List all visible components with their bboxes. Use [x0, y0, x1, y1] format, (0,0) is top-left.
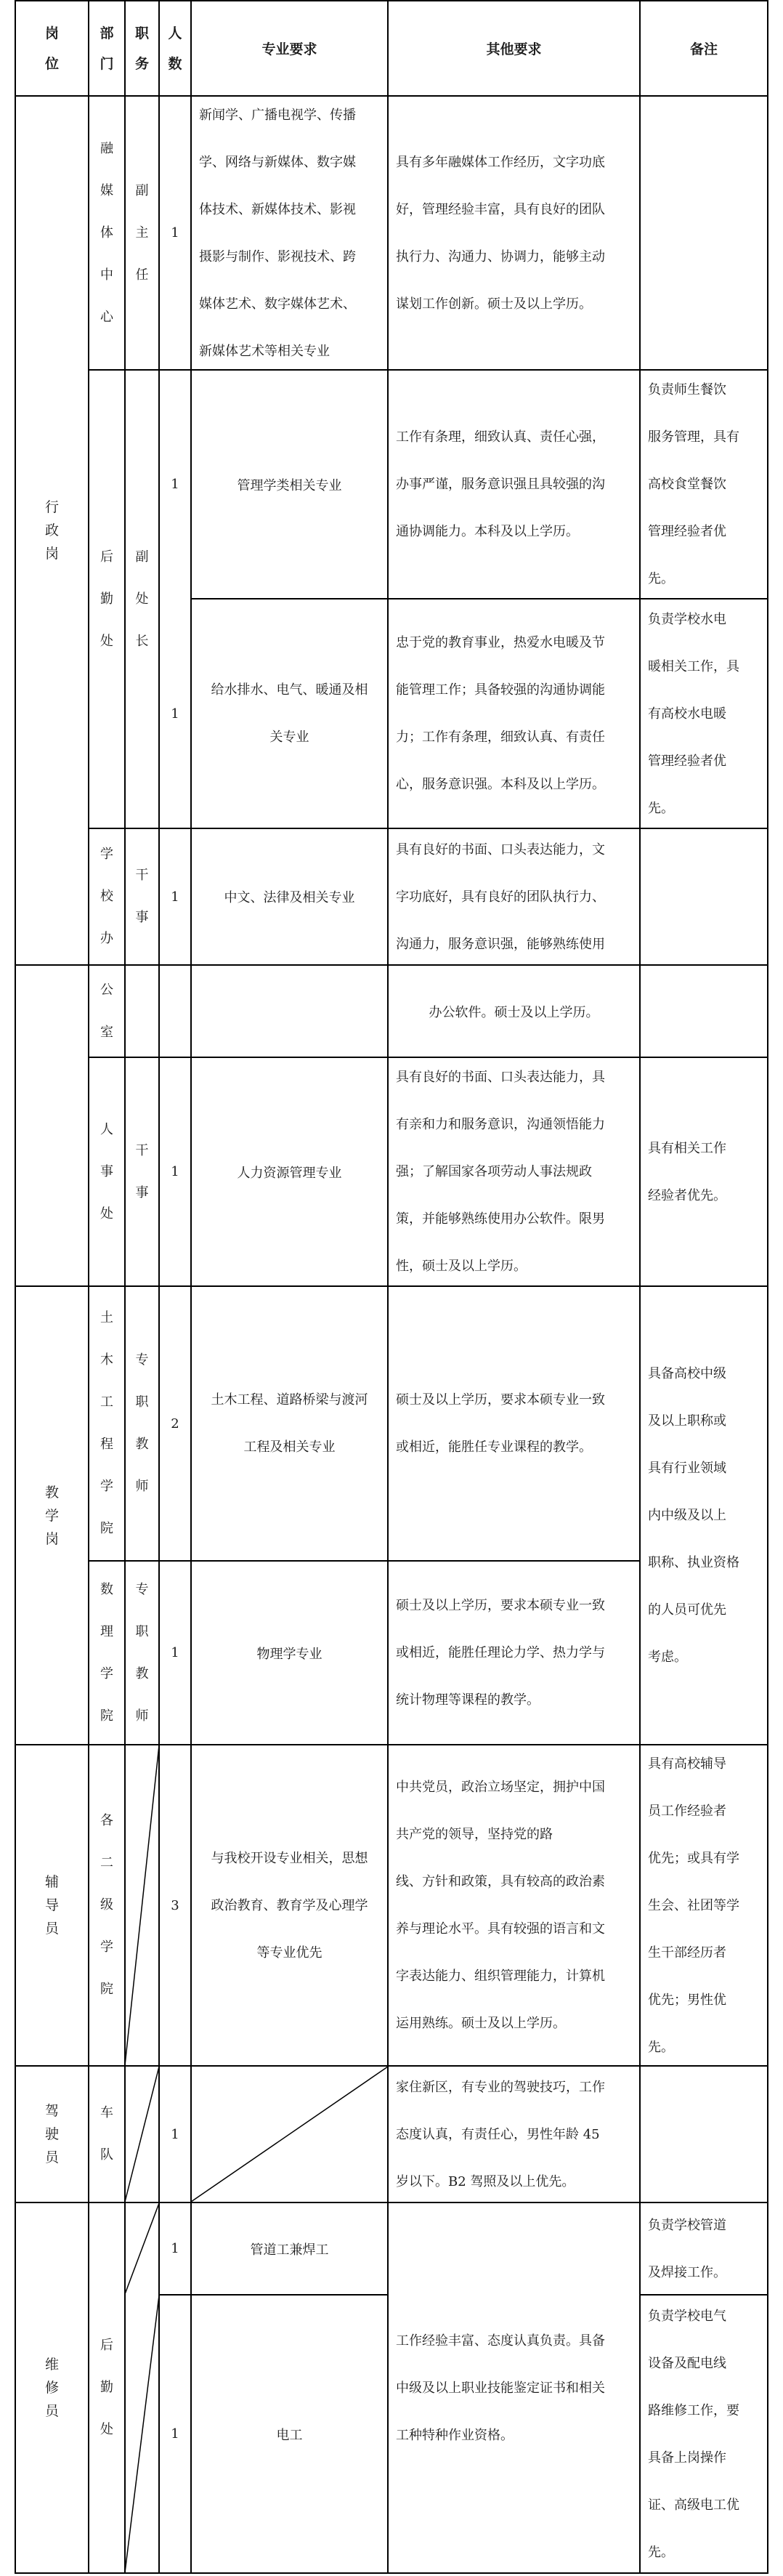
row-other: 办公软件。硕士及以上学历。: [429, 1004, 599, 1020]
header-other: 其他要求: [486, 41, 542, 57]
row-note: 负责学校水电 暖相关工作，具 有高校水电暖 管理经验者优 先。: [648, 611, 739, 816]
header-note: 备注: [689, 41, 718, 57]
header-count: 人 数: [168, 25, 182, 72]
row-count: 3: [171, 1897, 179, 1913]
row-major: 人力资源管理专业: [237, 1165, 342, 1181]
row-other: 硕士及以上学历，要求本硕专业一致 或相近，能胜任专业课程的教学。: [396, 1392, 605, 1455]
category-admin: 行 政 岗: [44, 499, 59, 562]
row-count: 1: [171, 1645, 179, 1660]
row-note: 具有高校辅导 员工作经验者 优先；或具有学 生会、社团等学 生干部经历者 优先；男性优 先。: [648, 1756, 739, 2055]
row-major: 物理学专业: [256, 1646, 322, 1662]
row-other: 具有良好的书面、口头表达能力，具 有亲和力和服务意识，沟通领悟能力 强；了解国家各项劳动人事法规政 策，并能够熟练使用办公软件。限男 性，硕士及以上学历。: [396, 1070, 605, 1274]
row-count: 1: [171, 706, 179, 722]
row-count: 1: [171, 477, 179, 492]
row-position: 副 处 长: [135, 549, 149, 649]
header-position: 职 务: [134, 25, 149, 72]
diag-maint-position: [125, 2296, 159, 2572]
row-dept: 学 校 办: [100, 847, 113, 946]
row-position: 副 主 任: [135, 182, 149, 283]
row-other: 中共党员，政治立场坚定，拥护中国 共产党的领导，坚持党的路 线、方针和政策，具有较高的政治素 养与理论水平。具有较强的语言和文 字表达能力、组织管理能力，计算机 运用熟练。硕士及以上学历。: [396, 1780, 605, 2031]
row-other: 硕士及以上学历，要求本硕专业一致 或相近，能胜任理论力学、热力学与 统计物理等课程的教学。: [396, 1598, 605, 1708]
diag-maint-dept-top: [125, 2203, 159, 2294]
row-note: 负责学校管道 及焊接工作。: [648, 2217, 726, 2280]
row-other: 具有良好的书面、口头表达能力，文 字功底好，具有良好的团队执行力、 沟通力，服务意识强，能够熟练使用: [396, 841, 605, 952]
row-other: 家住新区，有专业的驾驶技巧，工作 态度认真，有责任心，男性年龄 45 岁以下。B2 驾照及以上优先。: [396, 2079, 605, 2189]
row-dept: 公 室: [100, 982, 113, 1040]
category-teaching: 教 学 岗: [44, 1484, 59, 1547]
row-major: 管理学类相关专业: [237, 477, 342, 493]
row-count: 1: [171, 889, 179, 905]
row-note: 具备高校中级 及以上职称或 具有行业领域 内中级及以上 职称、执业资格 的人员可优先 考虑。: [648, 1366, 739, 1665]
category-maintenance: 维 修 员: [44, 2357, 59, 2419]
row-major: 土木工程、道路桥梁与渡河 工程及相关专业: [211, 1392, 368, 1455]
row-position: 专 职 教 师: [135, 1581, 149, 1724]
diag-driver-major: [191, 2067, 388, 2202]
row-count: 1: [171, 2241, 179, 2256]
row-major: 新闻学、广播电视学、传播 学、网络与新媒体、数字媒 体技术、新媒体技术、影视 摄影与制作、影视技术、跨 媒体艺术、数字媒体艺术、 新媒体艺术等相关专业: [199, 107, 356, 359]
header-post: 岗 位: [44, 25, 59, 72]
row-count: 1: [171, 2426, 179, 2442]
header-major: 专业要求: [261, 41, 317, 57]
row-dept: 各 二 级 学 院: [100, 1813, 113, 1997]
row-count: 1: [171, 1164, 179, 1179]
row-dept: 数 理 学 院: [100, 1581, 113, 1724]
row-note: 具有相关工作 经验者优先。: [648, 1140, 726, 1203]
row-other: 工作经验丰富、态度认真负责。具备 中级及以上职业技能鉴定证书和相关 工种特种作业资格。: [396, 2333, 605, 2443]
row-major: 给水排水、电气、暖通及相 关专业: [211, 682, 368, 745]
row-count: 2: [171, 1416, 179, 1432]
header-dept: 部 门: [100, 25, 114, 72]
row-note: 负责师生餐饮 服务管理，具有 高校食堂餐饮 管理经验者优 先。: [648, 382, 739, 586]
diag-counselor-position: [125, 1745, 159, 2065]
row-major: 电工: [276, 2427, 303, 2443]
category-driver: 驾 驶 员: [44, 2103, 59, 2165]
row-dept: 后 勤 处: [100, 2338, 113, 2437]
row-dept: 车 队: [100, 2105, 113, 2163]
row-dept: 后 勤 处: [100, 549, 113, 649]
row-position: 干 事: [135, 868, 149, 925]
row-major: 与我校开设专业相关，思想 政治教育、教育学及心理学 等专业优先: [211, 1850, 368, 1961]
row-position: 干 事: [135, 1142, 149, 1200]
row-major: 管道工兼焊工: [250, 2242, 329, 2258]
row-other: 工作有条理，细致认真、责任心强， 办事严谨，服务意识强且具较强的沟 通协调能力。本科及以上学历。: [396, 429, 605, 539]
row-dept: 土 木 工 程 学 院: [100, 1310, 113, 1536]
row-dept: 人 事 处: [100, 1121, 113, 1222]
row-position: 专 职 教 师: [135, 1352, 149, 1494]
row-major: 中文、法律及相关专业: [224, 890, 355, 905]
row-count: 1: [171, 225, 179, 241]
row-count: 1: [171, 2126, 179, 2142]
row-other: 忠于党的教育事业，热爱水电暖及节 能管理工作；具备较强的沟通协调能 力；工作有条理，细致认真、有责任 心，服务意识强。本科及以上学历。: [396, 635, 605, 792]
row-other: 具有多年融媒体工作经历，文字功底 好，管理经验丰富，具有良好的团队 执行力、沟通力、协调力，能够主动 谋划工作创新。硕士及以上学历。: [396, 154, 605, 312]
diag-driver-position: [125, 2067, 159, 2202]
row-note: 负责学校电气 设备及配电线 路维修工作，要 具备上岗操作 证、高级电工优 先。: [648, 2308, 739, 2560]
row-dept: 融 媒 体 中 心: [100, 140, 113, 325]
category-counselor: 辅 导 员: [44, 1874, 59, 1937]
